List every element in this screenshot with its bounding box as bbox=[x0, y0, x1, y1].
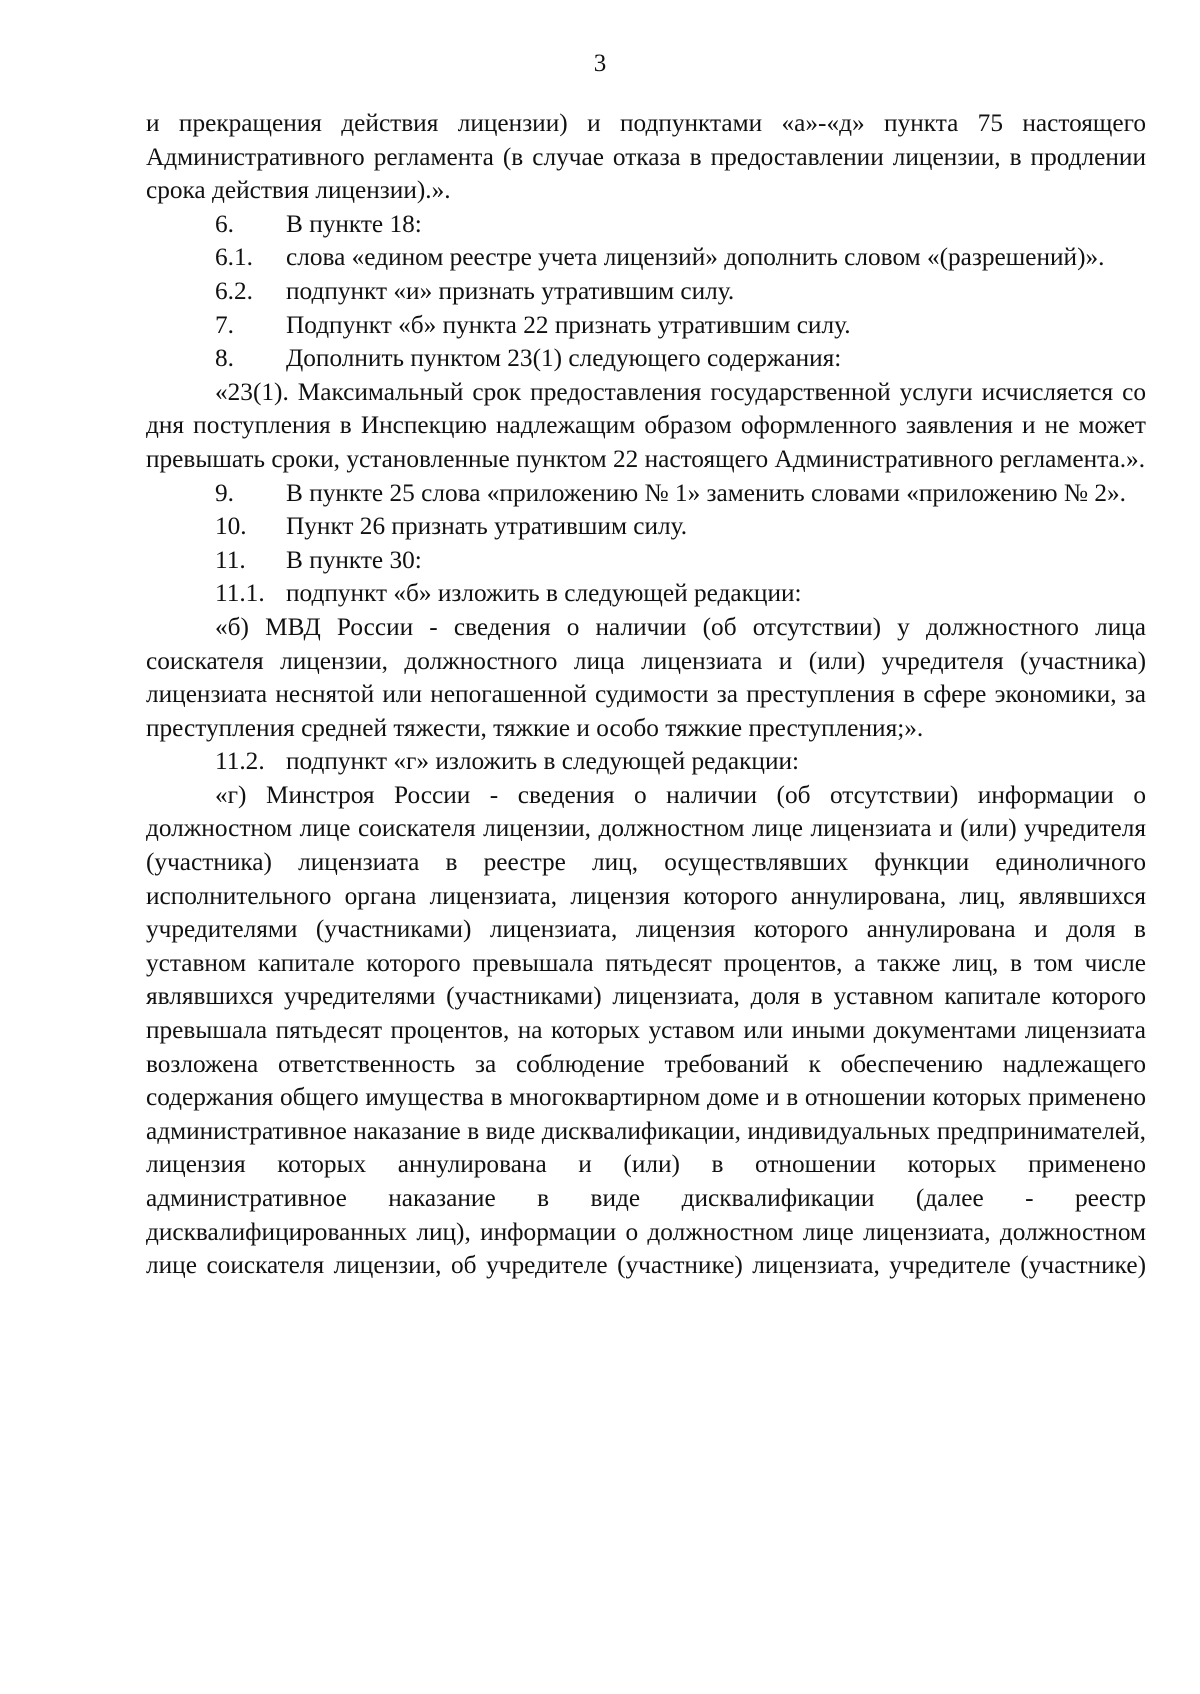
item-10 bbox=[146, 510, 1146, 544]
item-text: слова «едином реестре учета лицензий» дополнить словом «(разрешений)». bbox=[286, 243, 1105, 272]
item-number: 11.1. bbox=[215, 579, 265, 608]
quote-subpoint-g: «г) Минстроя России - сведения о наличии (об отсутствии) информации о должностном лице соискателя лицензии, должностном лице лицензиата и (или) учредителя (участника) лицензиата в реестре лиц, осуществлявших функции единоличного исполнительного органа лицензиата, лицензия которого аннулирована, лиц, являвшихся учредителями (участниками) лицензиата, лицензия которого аннулирована и доля в уставном капитале которого превышала пятьдесят процентов, а также лиц, в том числе являвшихся учредителями (участниками) лицензиата, доля в уставном капитале которого превышала пятьдесят процентов, на которых уставом или иными документами лицензиата возложена ответственность за соблюдение требований к обеспечению надлежащего содержания общего имущества в многоквартирном доме и в отношении которых применено административное наказание в виде дисквалификации, индивидуальных предпринимателей, лицензия которых аннулирована и (или) в отношении которых применено административное наказание в виде дисквалификации (далее - реестр дисквалифицированных лиц), информации о должностном лице лицензиата, должностном лице соискателя лицензии, об учредителе (участнике) лицензиата, учредителе (участнике) bbox=[146, 780, 1146, 1280]
item-number: 11.2. bbox=[215, 747, 265, 776]
quote-subpoint-b: «б) МВД России - сведения о наличии (об отсутствии) у должностного лица соискателя лицензии, должностного лица лицензиата и (или) учредителя (участника) лицензиата неснятой или непогашенной судимости за преступления в сфере экономики, за преступления средней тяжести, тяжкие и особо тяжкие преступления;». bbox=[146, 612, 1146, 742]
item-text: Пункт 26 признать утратившим силу. bbox=[286, 512, 688, 541]
item-7 bbox=[146, 309, 1146, 343]
item-text: В пункте 30: bbox=[286, 545, 422, 574]
item-number: 6.2. bbox=[215, 276, 253, 305]
item-number: 11. bbox=[215, 545, 246, 574]
item-number: 8. bbox=[215, 344, 234, 373]
item-text: подпункт «и» признать утратившим силу. bbox=[286, 276, 735, 305]
item-6-1 bbox=[146, 241, 1146, 275]
item-number: 6.1. bbox=[215, 243, 253, 272]
item-text: Подпункт «б» пункта 22 признать утратившим силу. bbox=[286, 310, 851, 339]
item-text: подпункт «г» изложить в следующей редакции: bbox=[286, 747, 800, 776]
item-6 bbox=[146, 208, 1146, 242]
item-number: 9. bbox=[215, 478, 234, 507]
quote-23-1: «23(1). Максимальный срок предоставления государственной услуги исчисляется со дня поступления в Инспекцию надлежащим образом оформленного заявления и не может превышать сроки, установленные пунктом 22 настоящего Административного регламента.». bbox=[146, 377, 1146, 473]
item-text: В пункте 25 слова «приложению № 1» заменить словами «приложению № 2». bbox=[286, 478, 1126, 507]
page-number: 3 bbox=[593, 50, 607, 77]
item-9 bbox=[146, 477, 1146, 511]
item-text: В пункте 18: bbox=[286, 209, 422, 238]
item-text: подпункт «б» изложить в следующей редакции: bbox=[286, 579, 802, 608]
document-body bbox=[146, 107, 1146, 1283]
item-8 bbox=[146, 342, 1146, 376]
item-6-2 bbox=[146, 275, 1146, 309]
item-text: Дополнить пунктом 23(1) следующего содержания: bbox=[286, 344, 842, 373]
item-number: 6. bbox=[215, 209, 234, 238]
item-11 bbox=[146, 544, 1146, 578]
item-number: 7. bbox=[215, 310, 234, 339]
item-11-2 bbox=[146, 745, 1146, 779]
item-number: 10. bbox=[215, 512, 247, 541]
item-11-1 bbox=[146, 577, 1146, 611]
paragraph-continuation: и прекращения действия лицензии) и подпунктами «а»-«д» пункта 75 настоящего Административного регламента (в случае отказа в предоставлении лицензии, в продлении срока действия лицензии).». bbox=[146, 109, 1146, 205]
